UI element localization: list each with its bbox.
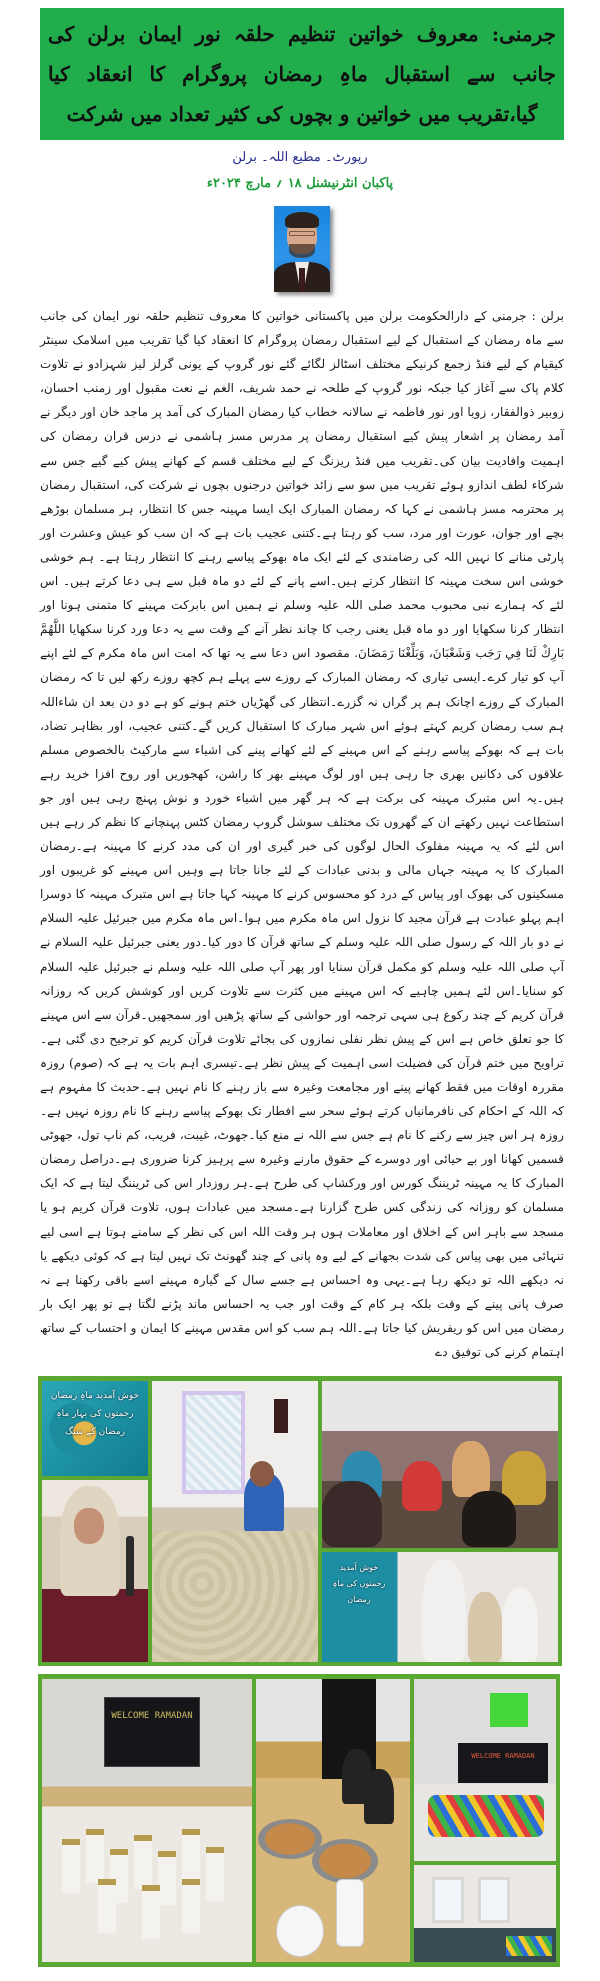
photo-collage-1: [38, 1376, 562, 1666]
gift-bag: [86, 1829, 104, 1883]
photo-decorated-room: [414, 1865, 556, 1962]
room-window: [478, 1877, 510, 1923]
paper-towel-roll: [336, 1879, 364, 1947]
audience-person: [462, 1491, 516, 1547]
welcome-ramadan-sign: WELCOME RAMADAN: [104, 1697, 200, 1767]
photo-audience: [322, 1381, 558, 1548]
photo-ramadan-banner: [42, 1381, 148, 1476]
reporter-photo-tie: [299, 268, 305, 292]
performer: [468, 1592, 502, 1662]
audience-person: [402, 1461, 442, 1511]
photo-decorations: [414, 1679, 556, 1861]
audience-person: [452, 1441, 490, 1497]
food-tray: [312, 1839, 378, 1883]
covered-table: [152, 1531, 318, 1662]
reporter-photo-beard: [289, 244, 315, 258]
photo-food-stall: [256, 1679, 410, 1962]
decorated-window: [182, 1391, 245, 1494]
gift-bag: [142, 1885, 160, 1939]
volunteer: [364, 1769, 394, 1824]
gift-bag: [134, 1835, 152, 1889]
photo-collage-2: [38, 1674, 560, 1967]
gift-bag: [158, 1851, 176, 1905]
gift-bag: [62, 1839, 80, 1893]
wrapped-gifts-small: [506, 1936, 552, 1956]
prayer-clock: [274, 1399, 288, 1433]
gift-bag: [98, 1879, 116, 1933]
room-window: [432, 1877, 464, 1923]
food-tray: [258, 1819, 322, 1859]
performer: [422, 1560, 466, 1662]
kids-banner-text: خوش آمدید رحمتوں کی ماہِ رمضان: [332, 1563, 386, 1605]
welcome-ramadan-sign-small: WELCOME RAMADAN: [458, 1743, 548, 1783]
wrapped-gifts: [428, 1795, 544, 1837]
gift-bag: [206, 1847, 224, 1901]
reporter-byline: رپورٹ۔ مطیع اللہ۔ برلن: [232, 150, 368, 165]
audience-person: [502, 1451, 546, 1505]
headline-title: جرمنی: معروف خواتین تنظیم حلقہ نور ایمان برلن کی جانب سے استقبال ماہِ رمضان پروگرام کا انعقاد کیا گیا،تقریب میں خواتین و بچوں کی کثیر تعداد میں شرکت: [48, 22, 556, 126]
reporter-photo-glasses: [289, 231, 315, 236]
audience-person: [322, 1481, 382, 1547]
banner-text: خوش آمدید ماہِ رمضان رحمتوں کی بہار ماہِ رمضان کے سنگ: [50, 1391, 140, 1438]
gift-bag: [182, 1879, 200, 1933]
photo-kids-performing: [322, 1552, 558, 1662]
headline-banner: [40, 8, 564, 140]
green-poster: [490, 1693, 528, 1727]
girl-face: [74, 1508, 104, 1544]
performer: [502, 1588, 538, 1662]
reporter-photo: [274, 206, 330, 292]
photo-boy-reciting: [152, 1381, 318, 1662]
microphone-icon: [126, 1536, 134, 1596]
boy-head: [250, 1461, 274, 1487]
reporter-photo-hair: [285, 212, 319, 228]
article-body: برلن : جرمنی کے دارالحکومت برلن میں پاکستانی خواتین کا معروف تنظیم حلقہ نور ایمان کی جانب سے ماہ رمضان کے استقبال کے لیے استقبال رمضان پروگرام کا انعقاد کیا گیا تقریب میں اسلامک سینٹر کیقیام کے لیے فنڈ زجمع کرنیکے مختلف اسٹالز لگائے گئے نور گروپ کے یونی گرلز لیز شہزادو نے تلاوت کلام پاک سے آغاز کیا جبکہ نور گروپ کے طلحہ نے حمد شریف، الغم نے نعت مقبول اور زمنب احسان، زوبیر ذوالفقار، زویا اور نور فاطمہ نے سالانہ خطاب کیا رمضان المبارک کی آمد پر ماجد خان اور دیگر نے آمد رمضان پر اشعار پیش کیے استقبال رمضان پر مدرس مسز ہاشمی نے درس قران رمضان کی اہمیت وافادیت بیان کی۔تقریب میں فنڈ ریزنگ کے لیے مختلف قسم کے کھانے پیش کیے گیے جس سے شرکاء لطف اندازو ہوئے تقریب میں سو سے زائد خواتین درجنوں بچوں نے شرکت کی، استقبال رمضان پر محترمہ مسز ہاشمی نے کہا کہ رمضان المبارک ایک ایسا مہینہ جس کا انتظار، ہر مسلمان بوڑھے بچے اور جوان، عورت اور مرد، سب کو رہتا ہے۔کتنی عجیب بات ہے کہ ان سب کو عیش وعشرت اور پارٹی منانے کا نہیں اللہ کی رضامندی کے لئے ایک ماہ بھوکے پیاسے رہنے کا انتظار رہتا ہے۔ ہم خوشی خوشی اس سخت مہینہ کا انتظار کرتے ہیں۔اسے پانے کے لئے دو ماہ قبل سے ہی دعا کرتے ہیں۔ اس لئے کہ ہمارے نبی محبوب محمد صلی اللہ علیہ وسلم نے ہمیں اس بابرکت مہینے کا متمنی ہونا اور انتظار کرنا سکھایا اور دو ماہ قبل یعنی رجب کا چاند نظر آنے کے وقت سے یہ دعا ورد کرنا سکھایا اللَّهُمَّ بَارِكْ لَنَا فِي رَجَب وَشَعْبَانَ، وَبَلِّغْنَا رَمَضَانَ. مقصود اس دعا سے یہ تھا کہ امت اس ماہ مکرم کے لئے اپنے آپ کو تیار کرے۔ایسی تیاری کہ رمضان المبارک کے روزے سے پہلے ہم کچھ روزے رکھ لیں تا کہ رمضان المبارک کے روزے اچانک ہم پر گراں نہ گزرے۔انتظار کی گھڑیاں ختم ہونے کو ہے دو دن بعد ان شاءاللہ ہم سب رمضان کریم کہتے ہوئے اس شہر مبارک کا استقبال کریں گے۔کتنی عجیب، اور بظاہر تضاد، بات ہے کہ بھوکے پیاسے رہنے کے اس مہینے کے لئے کھانے پینے کی اشیاء سے مارکیٹ بالخصوص مسلم علاقوں کی دکانیں بھری جا رہی ہیں اور لوگ مہینے بھر کا راشن، کھجوریں اور روح افزا خرید رہے ہیں۔یہ اس متبرک مہینہ کی برکت ہے کہ ہر گھر میں اشیاء خورد و نوش پہنچ رہی ہیں اور جو استطاعت نہیں رکھتے ان کے گھروں تک مختلف سوشل گروپ رمضان کٹس پہنچانے کا نظم کر رہے ہیں اس لئے کہ یہ مہینہ مفلوک الحال لوگوں کی خبر گیری اور ان کی مدد کرنے کا مہینہ ہے۔رمضان المبارک کا یہ مہینہ جہاں مالی و بدنی عبادات کے لئے جانا جاتا ہے وہیں اس مہینے کو غریبوں اور مسکینوں کی بھوک اور پیاس کے درد کو محسوس کرنے کا مہینہ کہا جاتا ہے اس متبرک مہینہ کا دوسرا اہم پہلو عبادت ہے قرآن مجید کا نزول اس ماہ مکرم میں ہوا۔اس ماہ مکرم میں جبرئیل علیہ السلام نے دو بار اللہ کے رسول صلی اللہ علیہ وسلم کے ساتھ قرآن کا دور کیا۔دور یعنی جبرئیل علیہ السلام نے آپ صلی اللہ علیہ وسلم کو مکمل قرآن سنایا اور پھر آپ صلی اللہ علیہ وسلم نے جبرئیل علیہ السلام کو سنایا۔اس لئے ہمیں چاہیے کہ اس مہینے میں کثرت سے تلاوت کریں اور کوشش کریں کہ روزانہ قرآن کریم کے چند رکوع ہی سہی ترجمہ اور حواشی کے ساتھ پڑھیں اور سمجھیں۔قرآن سے اس مہینے کا جو تعلق خاص ہے اس کے پیش نظر نفلی نمازوں کی بجائے تلاوت قرآن کریم کو ترجیح دی گئی ہے۔تراویح میں ختم قرآن کی فضیلت اسی اہمیت کے پیش نظر ہے۔تیسری اہم بات یہ ہے کہ (صوم) روزہ مقررہ اوقات میں فقط کھانے پینے اور مجامعت وغیرہ سے باز رہنے کا نام نہیں ہے۔حدیث کا مفہوم ہے کہ اللہ کے احکام کی نافرمانیاں کرتے ہوئے سحر سے افطار تک بھوکے پیاسے رہنے کا نام روزہ نہیں ہے۔روزہ ہر اس چیز سے رکنے کا نام ہے جس سے اللہ نے منع کیا۔جھوٹ، غیبت، فریب، کم ناپ تول، جھوٹی قسمیں کھانا اور بے حیائی اور دوسرے کے حقوق مارنے وغیرہ سے پرہیز کرنا ضروری ہے۔دراصل رمضان المبارک کا یہ مہینہ ٹریننگ کورس اور ورکشاپ کی طرح ہے۔ہر روزدار اس کی ٹریننگ لیتا ہے کہ ایک مسلمان کو روزانہ کی زندگی کس طرح گزارنا ہے۔مسجد میں عبادات ہوں، تلاوت قرآن کریم ہو یا مسجد سے باہر اس کے اخلاق اور معاملات ہوں ہر وقت اللہ اس کی نظر کے سامنے ہوتا ہے اسی لیے تنہائی میں بھی پیاس کی شدت بجھانے کے لیے وہ پانی کے چند گھونٹ تک نہیں لیتا ہے کہ کوئی دیکھے یا نہ دیکھے اللہ تو دیکھ رہا ہے۔یہی وہ احساس ہے جسے سال کے گیارہ مہینے اسے باقی رکھنا ہے نہ صرف پانی پینے کے وقت بلکہ ہر کام کے وقت اور جب یہ احساس ماند پڑنے لگتا ہے تو پھر ایک بار رمضان میں اس کو ریفریش کیا جاتا ہے۔اللہ ہم سب کو اس مقدس مہینے کا ایمان و احتساب کے ساتھ اہتمام کرنے کی توفیق دے: [40, 309, 564, 1360]
publication-dateline: پاکبان انٹرنیشنل ۱۸ ؍ مارچ ۲۰۲۴ء: [206, 176, 394, 191]
photo-gift-bags-table: [42, 1679, 252, 1962]
paper-plates: [276, 1905, 324, 1957]
photo-girl-with-microphone: [42, 1480, 148, 1662]
gift-bag: [182, 1829, 200, 1883]
